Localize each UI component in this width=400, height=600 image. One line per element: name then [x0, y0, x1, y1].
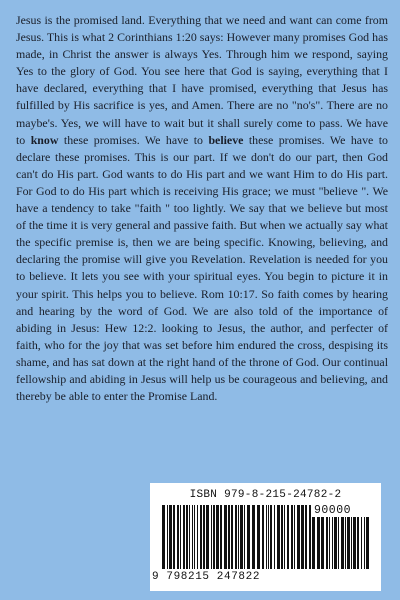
barcode-bar [353, 517, 356, 569]
barcode-bar [312, 517, 315, 569]
barcode-bar [231, 505, 233, 569]
ean-barcode-icon [162, 505, 312, 577]
barcode-bar [341, 517, 344, 569]
emphasis-word: believe [208, 132, 244, 147]
barcode-bar [326, 517, 328, 569]
barcode-bar [317, 517, 320, 569]
blurb-text-run: these promises. We have to declare these promises. This is our part. If we don't do our part, then God can't do His part. God wants to do His part and we want Him to do His part. For God to do His part which is receiving His grace; we must "believe ". We have a tendency to take "faith " too lightly. We say that we believe but most of the time it is very general and passive faith. But when we actually say what the specific premise is, then we are being specific. Knowing, believing, and declaring the promise will give you Revelation. Revelation is needed for you to believe. It lets you see with your spiritual eyes. You begin to picture it in your spirit. This helps you to believe. Rom 10:17. So faith comes by hearing and hearing by the word of God. We are also told of the importance of abiding in Jesus: Hew 12:2. looking to Jesus, the author, and perfecter of faith, who for the joy that was set before him endured the cross, despising its shame, and has sat down at the right hand of the throne of God. Our continual fellowship and abiding in Jesus will help us be courageous and believing, and thereby be able to enter the Promise Land. [16, 132, 388, 404]
barcode-bar [247, 505, 250, 569]
barcode-bar [216, 505, 219, 569]
barcode-bar [309, 505, 311, 569]
barcode-bar [262, 505, 264, 569]
barcode-bar [301, 505, 304, 569]
back-cover-blurb [16, 12, 388, 405]
barcode-bar [334, 517, 337, 569]
barcode-bar [364, 517, 365, 569]
barcode-bar [228, 505, 230, 569]
barcode-bar [297, 505, 300, 569]
barcode-bar [351, 517, 352, 569]
blurb-text-run: these promises. We have to [58, 132, 209, 147]
barcode-bar [238, 505, 239, 569]
emphasis-word: know [30, 132, 59, 147]
barcode-bar [169, 505, 172, 569]
barcode-bar [186, 505, 188, 569]
barcode-bar [257, 505, 260, 569]
barcode-bar [270, 505, 272, 569]
barcode-bar [192, 505, 193, 569]
barcode-bar [177, 505, 179, 569]
ean-digits-label: 9 798215 247822 [152, 571, 261, 583]
barcode-bar [213, 505, 215, 569]
barcode-bar [305, 505, 307, 569]
barcode-bar [194, 505, 195, 569]
barcode-bar [287, 505, 289, 569]
barcode-bar [235, 505, 237, 569]
barcode-bar [294, 505, 295, 569]
price-code-label: 90000 [314, 504, 352, 517]
barcode-bar [274, 505, 275, 569]
barcode-bar [240, 505, 243, 569]
barcode-bar [266, 505, 267, 569]
barcode-bar [220, 505, 222, 569]
barcode-bar [277, 505, 280, 569]
barcode-bar [167, 505, 168, 569]
barcode-bar [180, 505, 181, 569]
barcode-bar [268, 505, 269, 569]
barcode-bar [361, 517, 362, 569]
barcode-bar [281, 505, 283, 569]
barcode-bar [183, 505, 185, 569]
barcode-bar [173, 505, 175, 569]
barcode-bar [211, 505, 212, 569]
barcode-bar [284, 505, 285, 569]
barcode-bar [224, 505, 227, 569]
barcode-bar [252, 505, 255, 569]
barcode-bar [206, 505, 209, 569]
barcode-bar [197, 505, 198, 569]
barcode-bar [345, 517, 346, 569]
barcode-bar [321, 517, 324, 569]
barcode-bar [332, 517, 333, 569]
isbn-label: ISBN 979-8-215-24782-2 [189, 489, 342, 501]
price-addon-barcode-icon [312, 517, 370, 577]
barcode-bar [291, 505, 293, 569]
isbn-barcode-block [150, 483, 381, 591]
barcode-bar [244, 505, 245, 569]
barcode-bar [189, 505, 190, 569]
barcode-bar [329, 517, 330, 569]
blurb-text-run: Jesus is the promised land. Everything that we need and want can come from Jesus. This is what 2 Corinthians 1:20 says: However many promises God has made, in Christ the answer is always Yes. Through him we respond, saying Yes to the glory of God. You see here that God is saying, everything that I have declared, everything that I have promised, everything that Jesus has fulfilled by His sacrifice is yes, and Amen. There are no "no's". There are no maybe's. Yes, we will have to wait but it shall surely come to pass. We have to [16, 13, 388, 147]
barcode-bar [338, 517, 339, 569]
barcode-bar [200, 505, 202, 569]
barcode-bar [366, 517, 369, 569]
barcode-bar [203, 505, 205, 569]
barcode-bar [357, 517, 359, 569]
barcode-bar [347, 517, 350, 569]
barcode-bar [162, 505, 165, 569]
